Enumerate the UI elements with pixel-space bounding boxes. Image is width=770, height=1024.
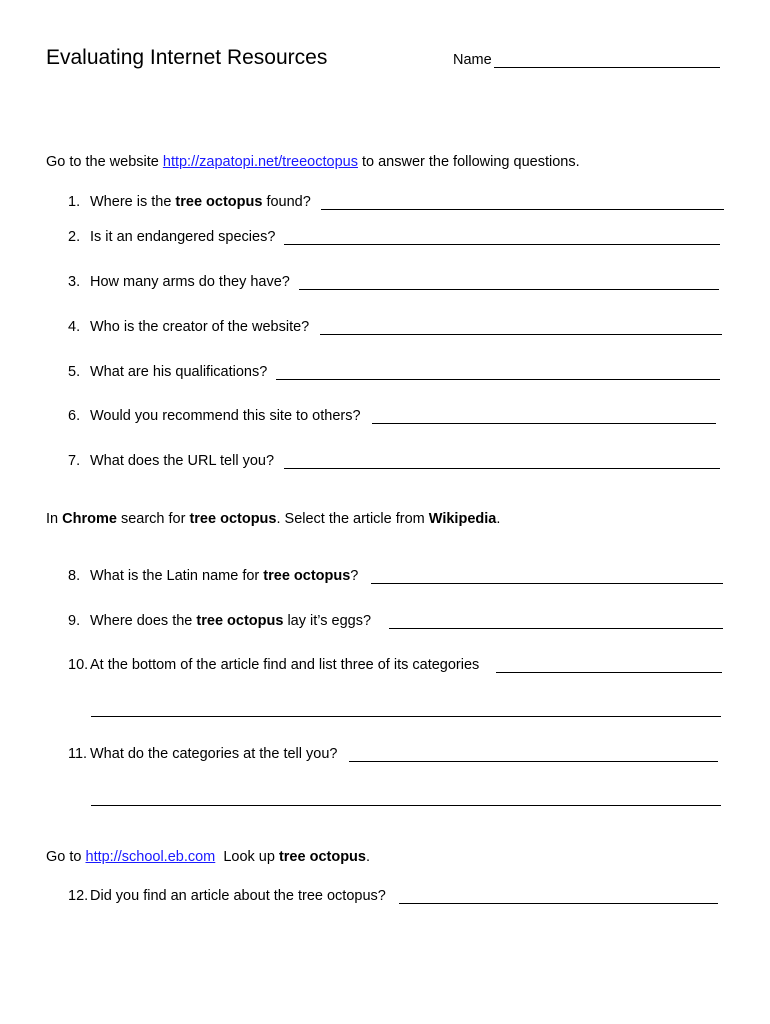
question-text: Did you find an article about the tree octopus? (90, 888, 386, 904)
question-number: 5. (68, 364, 81, 380)
question-text: What do the categories at the tell you? (90, 746, 338, 762)
tree-octopus-keyword: tree octopus (278, 849, 366, 865)
name-answer-line[interactable] (494, 67, 720, 68)
question-text: What does the URL tell you? (90, 453, 275, 469)
wikipedia-keyword: Wikipedia (428, 511, 497, 527)
question-number: 1. (68, 194, 81, 210)
intro-website-instruction (46, 154, 580, 170)
answer-line-7[interactable] (284, 468, 720, 469)
question-text: What is the Latin name for tree octopus? (90, 568, 359, 584)
intro-text-before: Go to the website (46, 154, 163, 170)
question-number: 11. (68, 746, 88, 762)
question-number: 4. (68, 319, 81, 335)
question-number: 2. (68, 229, 81, 245)
question-number: 10. (68, 657, 89, 673)
question-number: 6. (68, 408, 81, 424)
zapatopi-link[interactable]: http://zapatopi.net/treeoctopus (162, 154, 358, 170)
question-text: Is it an endangered species? (90, 229, 276, 245)
answer-line-4[interactable] (320, 334, 722, 335)
answer-line-10b[interactable] (91, 716, 721, 717)
question-text: At the bottom of the article find and list three of its categories (90, 657, 480, 673)
question-text: Where is the tree octopus found? (90, 194, 311, 210)
intro-chrome-instruction: In Chrome search for tree octopus. Select the article from Wikipedia. (46, 511, 501, 527)
chrome-keyword: Chrome (62, 511, 117, 527)
answer-line-2[interactable] (284, 244, 720, 245)
question-text: Who is the creator of the website? (90, 319, 310, 335)
answer-line-9[interactable] (389, 628, 723, 629)
question-text: Would you recommend this site to others? (90, 408, 361, 424)
intro-britannica-instruction: Go to http://school.eb.com Look up tree octopus. (46, 849, 370, 865)
question-text: What are his qualifications? (90, 364, 268, 380)
name-label: Name (453, 52, 492, 68)
answer-line-8[interactable] (371, 583, 723, 584)
question-number: 8. (68, 568, 81, 584)
question-text: How many arms do they have? (90, 274, 290, 290)
answer-line-10a[interactable] (496, 672, 722, 673)
answer-line-12[interactable] (399, 903, 718, 904)
question-number: 3. (68, 274, 81, 290)
tree-octopus-keyword: tree octopus (189, 511, 277, 527)
question-number: 9. (68, 613, 81, 629)
question-number: 12. (68, 888, 89, 904)
intro-text-after: to answer the following questions. (357, 154, 580, 170)
question-text: Where does the tree octopus lay it’s eggs? (90, 613, 372, 629)
school-eb-link[interactable]: http://school.eb.com (85, 849, 216, 865)
question-number: 7. (68, 453, 81, 469)
answer-line-11a[interactable] (349, 761, 718, 762)
answer-line-11b[interactable] (91, 805, 721, 806)
answer-line-1[interactable] (321, 209, 724, 210)
answer-line-5[interactable] (276, 379, 720, 380)
answer-line-6[interactable] (372, 423, 716, 424)
page-title: Evaluating Internet Resources (46, 46, 328, 69)
answer-line-3[interactable] (299, 289, 719, 290)
